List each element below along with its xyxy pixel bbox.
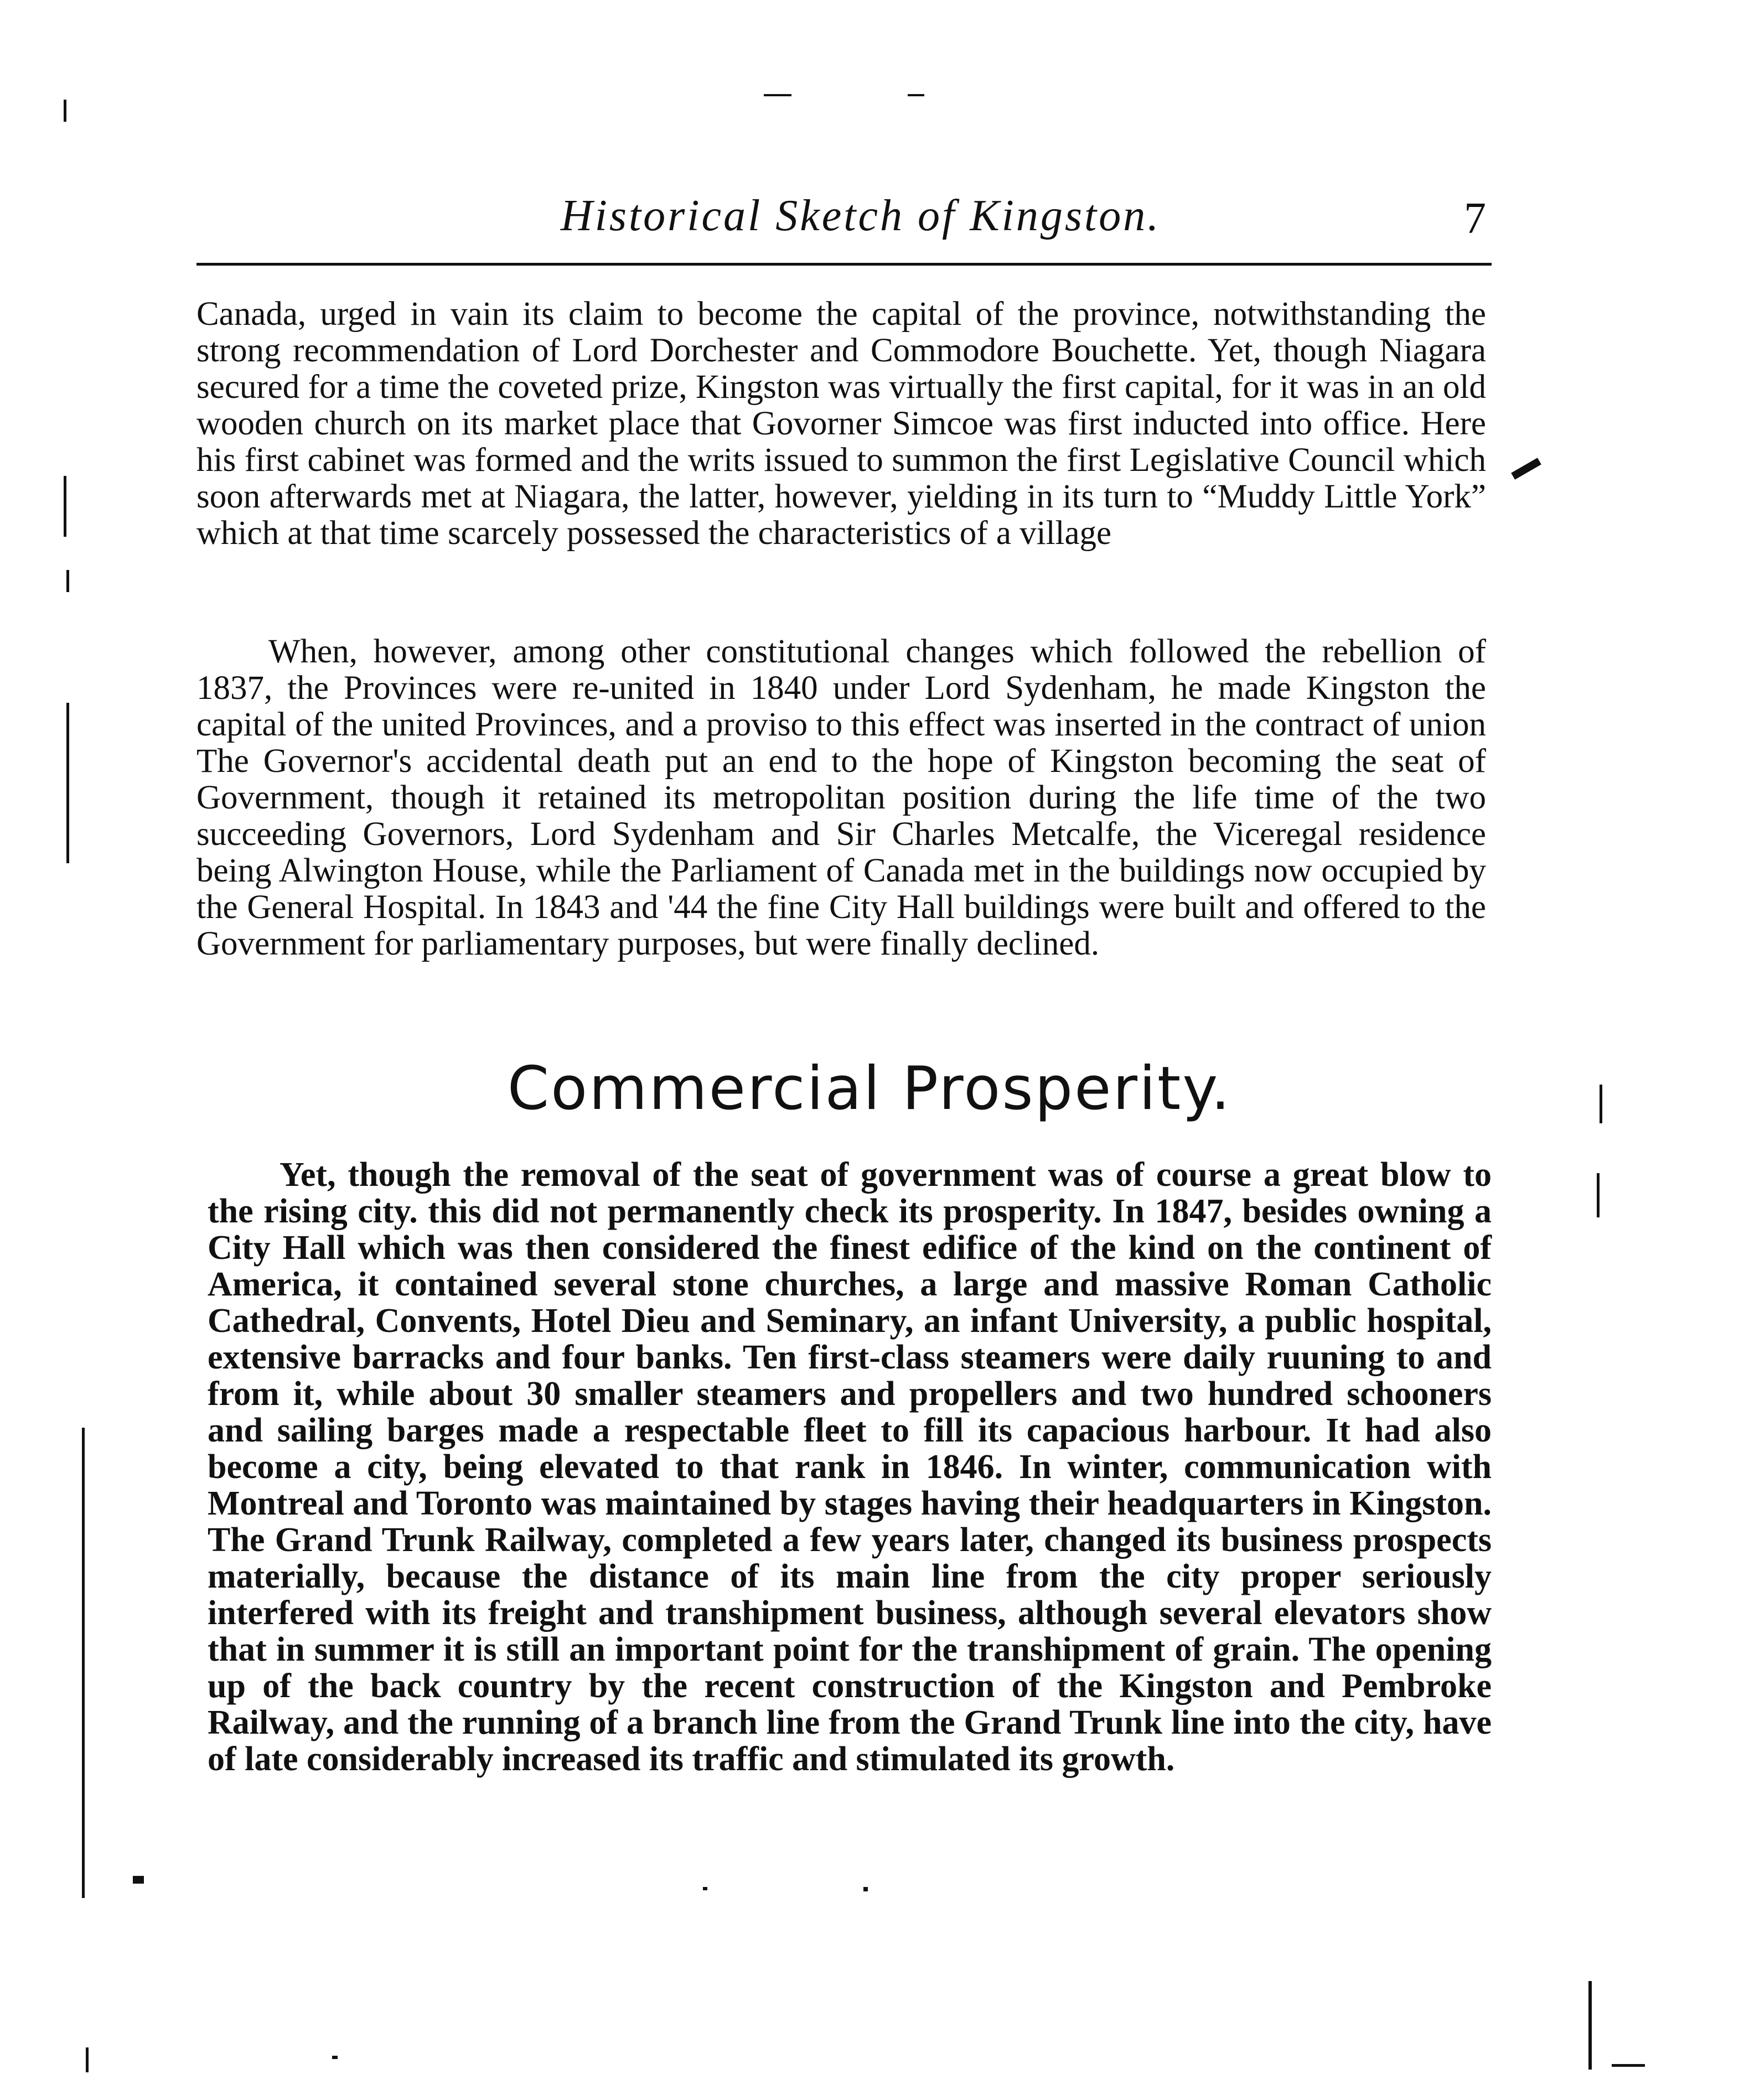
running-title: Historical Sketch of Kingston. (560, 191, 1161, 240)
margin-mark (86, 2047, 89, 2072)
margin-mark (82, 1428, 85, 1898)
margin-mark (332, 2056, 338, 2059)
margin-mark (1511, 458, 1541, 480)
margin-mark (1588, 1981, 1592, 2070)
margin-mark (764, 94, 791, 96)
margin-mark (703, 1887, 707, 1890)
margin-mark (1612, 2064, 1645, 2067)
paragraph-reunion-1840: When, however, among other constitutional changes which followed the rebellion of 1837, the Provinces were re-united in 1840 under Lord Sydenham, he made Kingston the capital of the united Provinces, and a proviso to this effect was inserted in the contract of union The Governor's accidental death put an end to the hope of Kingston becoming the seat of Government, though it retained its metropolitan position during the life time of the two succeeding Governors, Lord Sydenham and Sir Charles Metcalfe, the Viceregal residence being Alwington House, while the Parliament of Canada met in the buildings now occupied by the General Hospital. In 1843 and '44 the fine City Hall buildings were built and offered to the Government for parliamentary purposes, but were finally declined. (196, 633, 1486, 962)
margin-mark (1597, 1173, 1600, 1217)
page-number: 7 (1464, 194, 1486, 243)
margin-mark (133, 1876, 144, 1884)
margin-mark (66, 703, 69, 863)
margin-mark (64, 100, 66, 122)
margin-mark (66, 570, 69, 592)
paragraph-commercial-prosperity: Yet, though the removal of the seat of government was of course a great blow to the rising city. this did not permanently check its prosperity. In 1847, besides owning a City Hall which was then considered the finest edifice of the kind on the continent of America, it contained several stone churches, a large and massive Roman Catholic Cathedral, Convents, Hotel Dieu and Seminary, an infant University, a public hospital, extensive barracks and four banks. Ten first-class steamers were daily ruuning to and from it, while about 30 smaller steamers and propellers and two hundred schooners and sailing barges made a respectable fleet to fill its capacious harbour. It had also become a city, being elevated to that rank in 1846. In winter, communication with Montreal and Toronto was maintained by stages having their headquarters in Kingston. The Grand Trunk Railway, completed a few years later, changed its business prospects materially, because the distance of its main line from the city proper seriously interfered with its freight and transhipment business, although several elevators show that in summer it is still an important point for the transhipment of grain. The opening up of the back country by the recent construction of the Kingston and Pembroke Railway, and the running of a branch line from the Grand Trunk line into the city, have of late considerably increased its traffic and stimulated its growth. (208, 1156, 1492, 1778)
margin-mark (908, 94, 924, 96)
margin-mark (1600, 1085, 1602, 1123)
header-rule (196, 263, 1492, 266)
paragraph-capital-claim: Canada, urged in vain its claim to become the capital of the province, notwithstanding the strong recommendation of Lord Dorchester and Commodore Bouchette. Yet, though Niagara secured for a time the coveted prize, Kingston was virtually the first capital, for it was in an old wooden church on its market place that Govorner Simcoe was first inducted into office. Here his first cabinet was formed and the writs issued to summon the first Legislative Council which soon afterwards met at Niagara, the latter, however, yielding in its turn to “Muddy Little York” which at that time scarcely possessed the characteristics of a village (196, 295, 1486, 552)
margin-mark (64, 476, 66, 537)
section-heading: Commercial Prosperity. (507, 1054, 1232, 1123)
margin-mark (863, 1887, 868, 1891)
running-header (196, 180, 1492, 246)
